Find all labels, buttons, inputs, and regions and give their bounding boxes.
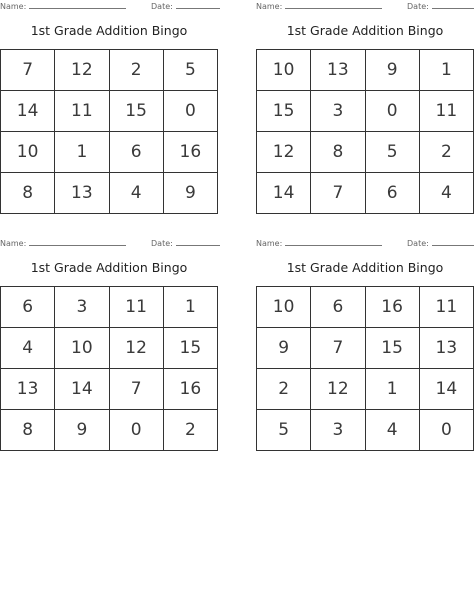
- bingo-cell[interactable]: 7: [109, 369, 163, 410]
- bingo-card-1: [0, 0, 220, 230]
- name-field: [256, 237, 382, 249]
- bingo-cell[interactable]: 1: [55, 132, 109, 173]
- bingo-row: [257, 287, 474, 328]
- bingo-cell[interactable]: 15: [365, 328, 419, 369]
- bingo-row: [1, 369, 218, 410]
- bingo-cell[interactable]: 1: [163, 287, 217, 328]
- bingo-cell[interactable]: 4: [419, 173, 473, 214]
- date-field: [407, 237, 474, 249]
- bingo-row: [1, 173, 218, 214]
- bingo-cell[interactable]: 3: [55, 287, 109, 328]
- name-field: [256, 0, 382, 12]
- card-title: 1st Grade Addition Bingo: [286, 260, 444, 275]
- bingo-cell[interactable]: 4: [365, 410, 419, 451]
- name-field: [0, 0, 126, 12]
- bingo-cell[interactable]: 3: [311, 410, 365, 451]
- bingo-cell[interactable]: 10: [257, 287, 311, 328]
- bingo-row: [1, 328, 218, 369]
- bingo-cell[interactable]: 14: [55, 369, 109, 410]
- bingo-grid: [0, 286, 218, 451]
- bingo-cell[interactable]: 2: [257, 369, 311, 410]
- date-field: [151, 237, 220, 249]
- name-label: Name:: [256, 2, 283, 11]
- date-blank-line[interactable]: [176, 0, 220, 9]
- bingo-card-4: [256, 237, 474, 467]
- bingo-row: [257, 328, 474, 369]
- name-blank-line[interactable]: [285, 237, 382, 246]
- bingo-card-3: [0, 237, 220, 467]
- bingo-cell[interactable]: 7: [311, 173, 365, 214]
- date-label: Date:: [151, 239, 173, 248]
- bingo-cell[interactable]: 14: [1, 91, 55, 132]
- name-field: [0, 237, 126, 249]
- bingo-cell[interactable]: 9: [365, 50, 419, 91]
- bingo-cell[interactable]: 13: [311, 50, 365, 91]
- name-label: Name:: [256, 239, 283, 248]
- bingo-cell[interactable]: 15: [109, 91, 163, 132]
- bingo-cell[interactable]: 0: [109, 410, 163, 451]
- bingo-cell[interactable]: 9: [163, 173, 217, 214]
- bingo-cell[interactable]: 16: [163, 369, 217, 410]
- bingo-row: [257, 50, 474, 91]
- bingo-cell[interactable]: 6: [1, 287, 55, 328]
- bingo-row: [1, 287, 218, 328]
- bingo-cell[interactable]: 16: [365, 287, 419, 328]
- name-blank-line[interactable]: [29, 0, 126, 9]
- bingo-cell[interactable]: 4: [1, 328, 55, 369]
- bingo-cell[interactable]: 12: [55, 50, 109, 91]
- bingo-row: [257, 91, 474, 132]
- bingo-cell[interactable]: 3: [311, 91, 365, 132]
- date-label: Date:: [407, 2, 429, 11]
- bingo-cell[interactable]: 14: [419, 369, 473, 410]
- date-field: [407, 0, 474, 12]
- bingo-cell[interactable]: 7: [311, 328, 365, 369]
- bingo-cell[interactable]: 8: [311, 132, 365, 173]
- bingo-cell[interactable]: 8: [1, 410, 55, 451]
- bingo-cell[interactable]: 15: [257, 91, 311, 132]
- bingo-cell[interactable]: 2: [163, 410, 217, 451]
- bingo-cell[interactable]: 11: [419, 287, 473, 328]
- bingo-cell[interactable]: 13: [419, 328, 473, 369]
- date-blank-line[interactable]: [176, 237, 220, 246]
- bingo-cell[interactable]: 2: [109, 50, 163, 91]
- bingo-cell[interactable]: 10: [1, 132, 55, 173]
- bingo-cell[interactable]: 11: [419, 91, 473, 132]
- bingo-row: [1, 91, 218, 132]
- bingo-cell[interactable]: 10: [55, 328, 109, 369]
- bingo-cell[interactable]: 0: [365, 91, 419, 132]
- bingo-row: [1, 50, 218, 91]
- bingo-cell[interactable]: 0: [419, 410, 473, 451]
- name-label: Name:: [0, 2, 27, 11]
- bingo-cell[interactable]: 14: [257, 173, 311, 214]
- bingo-cell[interactable]: 0: [163, 91, 217, 132]
- bingo-row: [257, 410, 474, 451]
- bingo-card-2: [256, 0, 474, 230]
- card-title: 1st Grade Addition Bingo: [286, 23, 444, 38]
- bingo-cell[interactable]: 5: [163, 50, 217, 91]
- bingo-cell[interactable]: 7: [1, 50, 55, 91]
- bingo-cell[interactable]: 9: [257, 328, 311, 369]
- bingo-row: [1, 410, 218, 451]
- bingo-cell[interactable]: 6: [365, 173, 419, 214]
- bingo-cell[interactable]: 5: [365, 132, 419, 173]
- date-label: Date:: [407, 239, 429, 248]
- bingo-cell[interactable]: 10: [257, 50, 311, 91]
- bingo-cell[interactable]: 12: [257, 132, 311, 173]
- bingo-row: [257, 173, 474, 214]
- card-title: 1st Grade Addition Bingo: [30, 260, 188, 275]
- card-title: 1st Grade Addition Bingo: [30, 23, 188, 38]
- bingo-cell[interactable]: 4: [109, 173, 163, 214]
- bingo-row: [257, 132, 474, 173]
- bingo-cell[interactable]: 6: [109, 132, 163, 173]
- bingo-cell[interactable]: 2: [419, 132, 473, 173]
- bingo-cell[interactable]: 11: [109, 287, 163, 328]
- bingo-cell[interactable]: 1: [365, 369, 419, 410]
- bingo-cell[interactable]: 15: [163, 328, 217, 369]
- bingo-row: [257, 369, 474, 410]
- name-blank-line[interactable]: [285, 0, 382, 9]
- name-blank-line[interactable]: [29, 237, 126, 246]
- date-blank-line[interactable]: [432, 0, 474, 9]
- bingo-cell[interactable]: 16: [163, 132, 217, 173]
- bingo-grid: [0, 49, 218, 214]
- bingo-cell[interactable]: 12: [109, 328, 163, 369]
- bingo-cell[interactable]: 13: [1, 369, 55, 410]
- bingo-cell[interactable]: 12: [311, 369, 365, 410]
- bingo-cell[interactable]: 1: [419, 50, 473, 91]
- bingo-cell[interactable]: 5: [257, 410, 311, 451]
- bingo-cell[interactable]: 6: [311, 287, 365, 328]
- bingo-grid: [256, 286, 474, 451]
- bingo-cell[interactable]: 8: [1, 173, 55, 214]
- bingo-grid: [256, 49, 474, 214]
- bingo-row: [1, 132, 218, 173]
- bingo-cell[interactable]: 9: [55, 410, 109, 451]
- date-label: Date:: [151, 2, 173, 11]
- bingo-cell[interactable]: 11: [55, 91, 109, 132]
- date-field: [151, 0, 220, 12]
- bingo-cell[interactable]: 13: [55, 173, 109, 214]
- name-label: Name:: [0, 239, 27, 248]
- date-blank-line[interactable]: [432, 237, 474, 246]
